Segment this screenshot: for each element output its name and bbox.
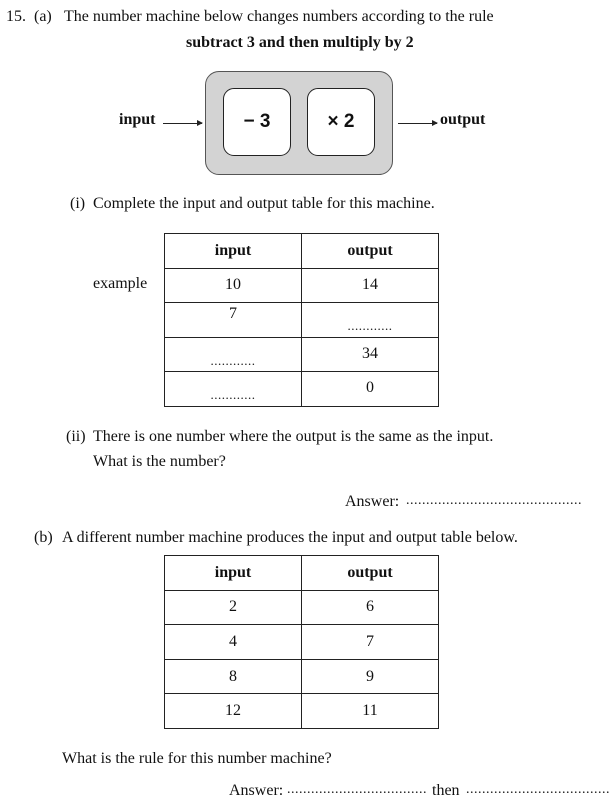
rule-answer-label: Answer: [229,782,284,799]
table-b-cell: 6 [302,590,439,625]
table-a-answer-cell[interactable] [165,337,302,372]
sub-i-label: (i) [70,195,86,212]
table-b-header-output: output [302,556,439,591]
table-b-cell: 4 [165,625,302,660]
rule-answer-line-2[interactable]: .................................... [466,782,610,797]
table-a-header-input: input [165,234,302,269]
table-b [164,555,439,729]
answer-dots: ............ [347,317,393,333]
table-a-cell: 10 [165,268,302,303]
table-row [165,337,439,372]
table-row [165,659,439,694]
table-a-cell [165,303,302,338]
machine-rule: subtract 3 and then multiply by 2 [186,34,414,51]
table-b-cell: 12 [165,694,302,729]
input-arrow-icon [163,123,202,124]
table-a-header-output: output [302,234,439,269]
multiply-operation: × 2 [307,88,375,156]
table-row [165,590,439,625]
table-a-answer-cell[interactable] [165,372,302,407]
table-a-answer-cell[interactable] [302,303,439,338]
table-row [165,372,439,407]
table-a [164,233,439,407]
table-b-cell: 2 [165,590,302,625]
output-arrow-icon [398,123,437,124]
sub-ii-line2: What is the number? [93,453,226,470]
table-row [165,625,439,660]
answer-dots: ............ [210,352,256,368]
table-row [165,303,439,338]
table-a-value: 34 [362,344,378,362]
table-a-value: 0 [366,379,374,397]
subtract-operation: − 3 [223,88,291,156]
example-label: example [93,275,148,292]
machine-input-label: input [119,111,156,128]
rule-question-text: What is the rule for this number machine? [62,750,332,767]
sub-ii-line1: There is one number where the output is the same as the input. [93,428,494,445]
part-a-text: The number machine below changes numbers according to the rule [64,8,494,25]
table-a-value: 7 [229,304,237,322]
table-b-cell: 8 [165,659,302,694]
table-a-cell: 14 [302,268,439,303]
part-b-label: (b) [34,529,53,546]
number-machine [205,71,393,175]
answer-line[interactable]: ............................................ [406,493,582,508]
table-b-cell: 9 [302,659,439,694]
part-b-text: A different number machine produces the input and output table below. [62,529,518,546]
question-number: 15. [6,8,26,25]
answer-label: Answer: [345,493,400,510]
machine-output-label: output [440,111,486,128]
table-row [165,268,439,303]
sub-ii-label: (ii) [66,428,86,445]
table-a-cell [302,372,439,407]
sub-i-text: Complete the input and output table for this machine. [93,195,435,212]
table-b-cell: 7 [302,625,439,660]
part-a-label: (a) [34,8,52,25]
table-b-header-input: input [165,556,302,591]
answer-dots: ............ [210,387,256,403]
table-b-cell: 11 [302,694,439,729]
rule-answer-line-1[interactable]: ................................... [287,782,427,797]
rule-then-word: then [432,782,460,799]
table-row [165,694,439,729]
table-a-cell [302,337,439,372]
